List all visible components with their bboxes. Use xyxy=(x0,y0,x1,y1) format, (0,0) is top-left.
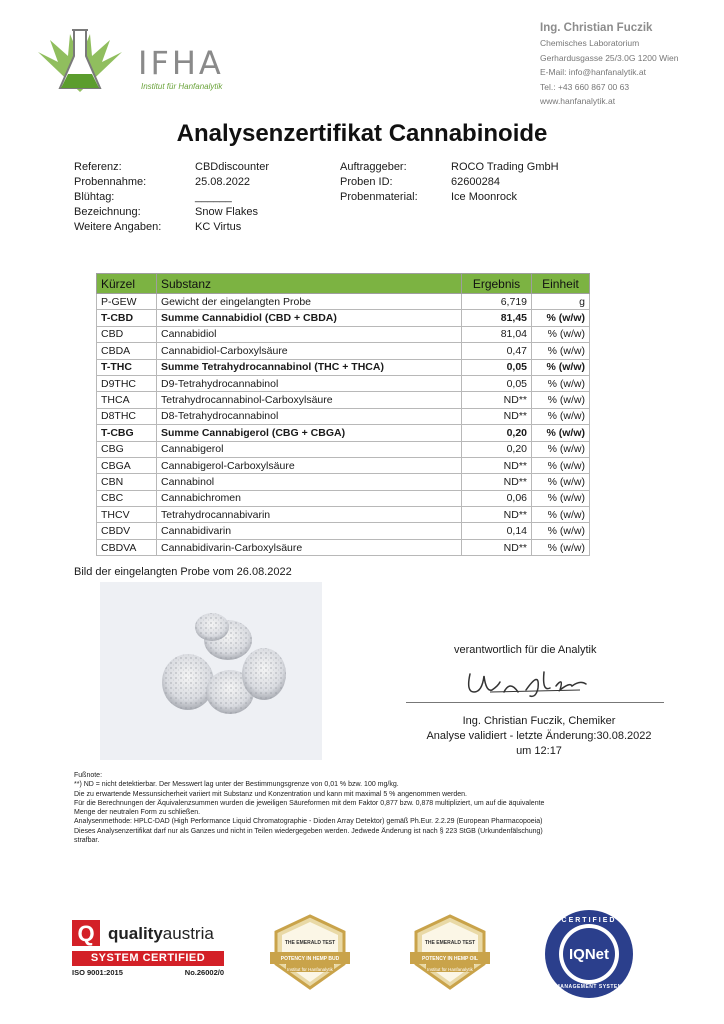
meta-row xyxy=(340,175,559,190)
meta-value: ______ xyxy=(195,191,232,203)
cell-code: T-THC xyxy=(97,359,157,375)
cell-unit: % (w/w) xyxy=(532,392,590,408)
column-header-substance: Substanz xyxy=(157,274,462,294)
emerald-sub: Institut für Hanfanalytik xyxy=(427,967,473,972)
cell-result: ND** xyxy=(462,507,532,523)
cell-result: 6,719 xyxy=(462,294,532,310)
table-row xyxy=(97,310,590,326)
cell-result: ND** xyxy=(462,457,532,473)
meta-row xyxy=(74,205,269,220)
table-row xyxy=(97,294,590,310)
cell-code: P-GEW xyxy=(97,294,157,310)
table-row xyxy=(97,490,590,506)
table-row xyxy=(97,375,590,391)
column-header-unit: Einheit xyxy=(532,274,590,294)
meta-row xyxy=(74,175,269,190)
quality-austria-badge xyxy=(72,920,232,980)
meta-key: Probennahme: xyxy=(74,176,147,188)
signature-line xyxy=(406,702,664,703)
cell-unit: % (w/w) xyxy=(532,425,590,441)
emerald-band: POTENCY IN HEMP BUD xyxy=(280,956,340,962)
meta-left xyxy=(74,160,269,235)
table-row xyxy=(97,343,590,359)
cell-substance: D8-Tetrahydrocannabinol xyxy=(157,408,462,424)
table-row xyxy=(97,474,590,490)
cell-unit: % (w/w) xyxy=(532,375,590,391)
footnote-heading: Fußnote: xyxy=(74,772,103,779)
cell-result: 0,05 xyxy=(462,375,532,391)
cell-code: T-CBD xyxy=(97,310,157,326)
results-table xyxy=(96,273,590,556)
cell-unit: % (w/w) xyxy=(532,441,590,457)
table-row xyxy=(97,408,590,424)
cell-code: CBC xyxy=(97,490,157,506)
footnote-line: Dieses Analysenzertifikat darf nur als Ganzes und nicht in Teilen wiedergegeben werden. Jedwede Änderung ist nach § 223 StGB (Urkundenfälschung) xyxy=(74,827,543,835)
cell-unit: % (w/w) xyxy=(532,523,590,539)
lab-address-line: Gerhardusgasse 25/3.0G 1200 Wien xyxy=(540,52,679,63)
iqnet-badge xyxy=(543,908,635,1000)
cell-substance: Summe Cannabigerol (CBG + CBGA) xyxy=(157,425,462,441)
cell-code: CBGA xyxy=(97,457,157,473)
logo-name: IFHA xyxy=(138,44,224,82)
cell-substance: Cannabinol xyxy=(157,474,462,490)
table-row xyxy=(97,457,590,473)
meta-value: Ice Moonrock xyxy=(451,191,518,203)
validation-date: Analyse validiert - letzte Änderung:30.08.2022 xyxy=(426,730,652,742)
meta-value: CBDdiscounter xyxy=(195,161,269,173)
lab-address xyxy=(540,20,678,109)
meta-value: 25.08.2022 xyxy=(195,176,251,188)
cell-result: 81,04 xyxy=(462,326,532,342)
page-title: Analysenzertifikat Cannabinoide xyxy=(176,120,548,147)
meta-key: Proben ID: xyxy=(340,176,393,188)
cell-code: T-CBG xyxy=(97,425,157,441)
cell-result: ND** xyxy=(462,474,532,490)
lab-name: Ing. Christian Fuczik xyxy=(540,22,653,34)
meta-key: Probenmaterial: xyxy=(340,191,418,203)
cell-substance: Gewicht der eingelangten Probe xyxy=(157,294,462,310)
cell-unit: % (w/w) xyxy=(532,490,590,506)
cell-substance: Tetrahydrocannabivarin xyxy=(157,507,462,523)
cell-result: 0,47 xyxy=(462,343,532,359)
cell-unit: g xyxy=(532,294,590,310)
cell-result: ND** xyxy=(462,392,532,408)
cell-code: D9THC xyxy=(97,375,157,391)
meta-row xyxy=(340,190,559,205)
responsible-label: verantwortlich für die Analytik xyxy=(454,644,597,656)
cell-result: 0,05 xyxy=(462,359,532,375)
footnote xyxy=(74,771,674,845)
table-row xyxy=(97,441,590,457)
table-row xyxy=(97,392,590,408)
cell-unit: % (w/w) xyxy=(532,343,590,359)
table-row xyxy=(97,507,590,523)
meta-key: Weitere Angaben: xyxy=(74,221,162,233)
sample-photo xyxy=(100,582,322,760)
emerald-sub: Institut für Hanfanalytik xyxy=(287,967,333,972)
cell-code: CBDVA xyxy=(97,539,157,555)
cell-result: 0,06 xyxy=(462,490,532,506)
footnote-line: strafbar. xyxy=(74,837,100,845)
cell-result: ND** xyxy=(462,408,532,424)
column-header-result: Ergebnis xyxy=(462,274,532,294)
meta-value: Snow Flakes xyxy=(195,206,258,218)
meta-key: Auftraggeber: xyxy=(340,161,407,173)
cell-code: CBN xyxy=(97,474,157,490)
lab-line: Chemisches Laboratorium xyxy=(540,38,640,48)
quality-austria-q-icon: Q xyxy=(72,920,100,946)
cell-result: 0,14 xyxy=(462,523,532,539)
meta-value: ROCO Trading GmbH xyxy=(451,161,559,173)
cell-result: 0,20 xyxy=(462,425,532,441)
emerald-band: POTENCY IN HEMP OIL xyxy=(422,956,478,962)
footnote-line: Für die Berechnungen der Äquivalenzsummen wurden die jeweiligen Säureformen mit dem Faktor 0,877 bzw. 0,878 multipliziert, um auf die äquivalente xyxy=(74,799,545,807)
table-header-row xyxy=(97,274,590,294)
emerald-badge-icon xyxy=(404,912,496,992)
cell-unit: % (w/w) xyxy=(532,359,590,375)
table-row xyxy=(97,523,590,539)
cell-substance: Summe Cannabidiol (CBD + CBDA) xyxy=(157,310,462,326)
cell-code: THCV xyxy=(97,507,157,523)
meta-row xyxy=(340,160,559,175)
meta-value: 62600284 xyxy=(451,176,500,188)
cell-unit: % (w/w) xyxy=(532,539,590,555)
emerald-test-oil-badge xyxy=(404,912,496,992)
emerald-test-bud-badge xyxy=(264,912,356,992)
meta-key: Blühtag: xyxy=(74,191,115,203)
signer-name: Ing. Christian Fuczik, Chemiker xyxy=(462,715,616,727)
cell-unit: % (w/w) xyxy=(532,474,590,490)
cell-code: CBDV xyxy=(97,523,157,539)
cell-unit: % (w/w) xyxy=(532,310,590,326)
ifha-logo xyxy=(28,22,248,102)
quality-austria-name: qualityaustria xyxy=(108,924,214,943)
meta-key: Referenz: xyxy=(74,161,122,173)
footnote-line: Analysenmethode: HPLC-DAD (High Performance Liquid Chromatographie - Dioden Array Detektor) gemäß Ph.Eur. 2.2.29 (European Pharmacopoeia) xyxy=(74,818,543,826)
cell-code: CBD xyxy=(97,326,157,342)
cell-substance: Cannabidivarin xyxy=(157,523,462,539)
photo-caption: Bild der eingelangten Probe vom 26.08.2022 xyxy=(74,566,292,578)
cell-result: 0,20 xyxy=(462,441,532,457)
sample-photo-image xyxy=(100,582,322,760)
lab-email[interactable]: E-Mail: info@hanfanalytik.at xyxy=(540,67,646,77)
iso-label: ISO 9001:2015 xyxy=(72,968,123,977)
system-certified-label: SYSTEM CERTIFIED xyxy=(72,951,224,966)
cell-code: CBDA xyxy=(97,343,157,359)
emerald-badge-icon xyxy=(264,912,356,992)
cell-substance: Cannabigerol-Carboxylsäure xyxy=(157,457,462,473)
cell-substance: Tetrahydrocannabinol-Carboxylsäure xyxy=(157,392,462,408)
cell-unit: % (w/w) xyxy=(532,326,590,342)
cell-substance: Summe Tetrahydrocannabinol (THC + THCA) xyxy=(157,359,462,375)
iqnet-certified: CERTIFIED xyxy=(561,917,617,924)
table-row xyxy=(97,425,590,441)
table-row xyxy=(97,359,590,375)
meta-key: Bezeichnung: xyxy=(74,206,141,218)
cell-unit: % (w/w) xyxy=(532,507,590,523)
validation-time: um 12:17 xyxy=(516,745,562,757)
cell-substance: Cannabigerol xyxy=(157,441,462,457)
table-row xyxy=(97,326,590,342)
cell-unit: % (w/w) xyxy=(532,408,590,424)
meta-row xyxy=(74,160,269,175)
lab-phone: Tel.: +43 660 867 00 63 xyxy=(540,81,630,92)
footnote-line: Die zu erwartende Messunsicherheit variiert mit Substanz und Konzentration und kann mit maximal 5 % angenommen werden. xyxy=(74,790,467,798)
cell-code: D8THC xyxy=(97,408,157,424)
iqnet-name: IQNet xyxy=(568,946,609,963)
cannabis-flask-icon xyxy=(28,22,138,102)
cell-code: CBG xyxy=(97,441,157,457)
cell-substance: Cannabidiol xyxy=(157,326,462,342)
cell-unit: % (w/w) xyxy=(532,457,590,473)
signature-block xyxy=(404,714,674,759)
signature-image xyxy=(460,662,600,702)
column-header-code: Kürzel xyxy=(97,274,157,294)
cell-substance: D9-Tetrahydrocannabinol xyxy=(157,375,462,391)
emerald-title: THE EMERALD TEST xyxy=(284,940,336,946)
cell-substance: Cannabidivarin-Carboxylsäure xyxy=(157,539,462,555)
footnote-line: Menge der neutralen Form zu schließen. xyxy=(74,809,201,817)
iqnet-management: MANAGEMENT SYSTEM xyxy=(555,984,623,990)
lab-website[interactable]: www.hanfanalytik.at xyxy=(540,96,616,106)
meta-row xyxy=(74,220,269,235)
footnote-line: **) ND = nicht detektierbar. Der Messwert lag unter der Bestimmungsgrenze von 0,01 % bzw. 100 mg/kg. xyxy=(74,781,399,789)
certificate-number: No.26002/0 xyxy=(184,968,224,977)
cell-substance: Cannabichromen xyxy=(157,490,462,506)
cell-code: THCA xyxy=(97,392,157,408)
table-row xyxy=(97,539,590,555)
emerald-title: THE EMERALD TEST xyxy=(424,940,476,946)
cell-result: 81,45 xyxy=(462,310,532,326)
meta-right xyxy=(340,160,559,205)
cell-result: ND** xyxy=(462,539,532,555)
logo-tagline: Institut für Hanfanalytik xyxy=(141,82,223,91)
meta-value: KC Virtus xyxy=(195,221,242,233)
cell-substance: Cannabidiol-Carboxylsäure xyxy=(157,343,462,359)
meta-row xyxy=(74,190,269,205)
